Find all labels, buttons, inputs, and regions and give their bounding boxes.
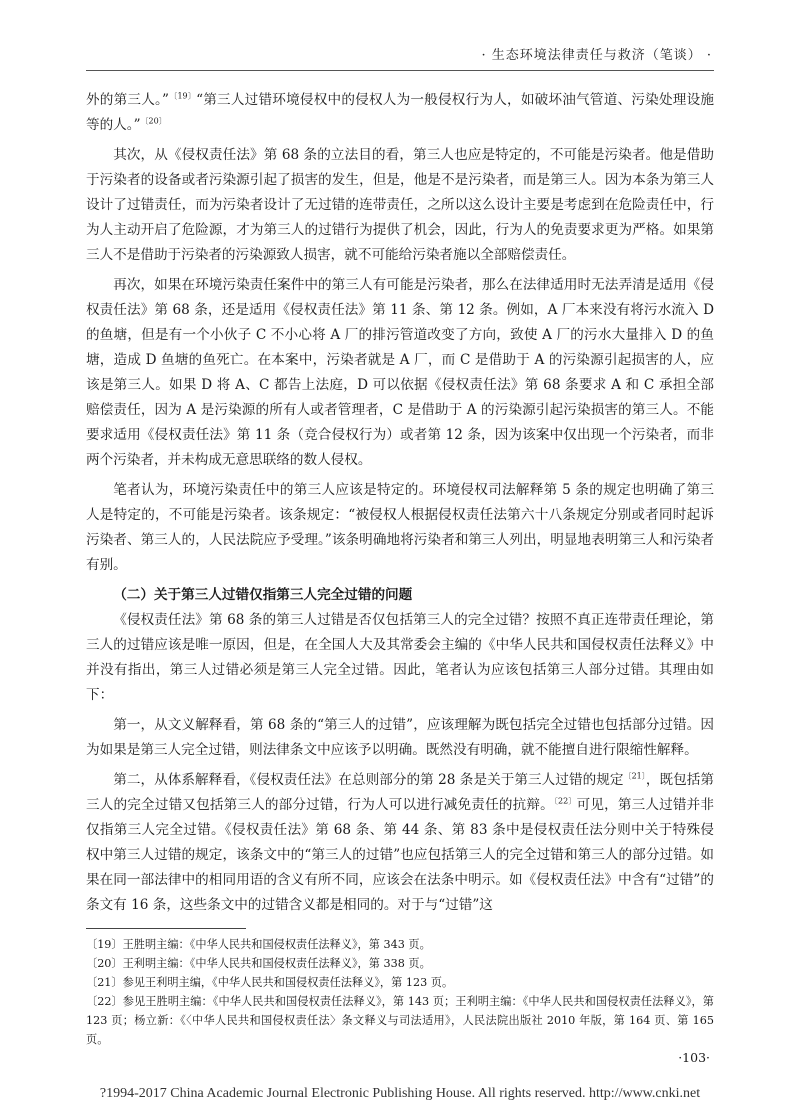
paragraph — [86, 143, 714, 268]
footnote: 〔22〕参见王胜明主编：《中华人民共和国侵权责任法释义》，第 143 页；王利明主编：《中华人民共和国侵权责任法释义》，第 123 页；杨立新：《〈中华人民共和国侵权责任法〉条文释义与司法适用》，人民法院出版社 2010 年版，第 164 页、第 165 页。 — [86, 995, 714, 1046]
footnote: 〔19〕王胜明主编：《中华人民共和国侵权责任法释义》，第 343 页。 — [86, 938, 431, 951]
footnote-list — [86, 935, 714, 1049]
running-header: · 生态环境法律责任与救济（笔谈） · — [481, 48, 712, 63]
section-heading — [86, 583, 714, 608]
footnote-reference: 〔22〕 — [553, 796, 577, 806]
header-rule — [86, 70, 714, 71]
paragraph — [86, 608, 714, 708]
paragraph — [86, 273, 714, 473]
copyright-line: ?1994-2017 China Academic Journal Electronic Publishing House. All rights reserved. http://www.cnki.net — [99, 1086, 701, 1101]
text-segment: 可见，第三人过错并非仅指第三人完全过错。《侵权责任法》第 68 条、第 44 条、第 83 条中是侵权责任法分则中关于特殊侵权中第三人过错的规定，该条文中的“第三人的过错”也应包括第三人的完全过错和第三人的部分过错。如果在同一部法律中的相同用语的含义有所不同，应该会在法条中明示。如《侵权责任法》中含有“过错”的条文有 16 条，这些条文中的过错含义都是相同的。对于与“过错”这 — [86, 797, 715, 913]
footnote-reference: 〔19〕 — [169, 91, 197, 101]
page-number: ·103· — [678, 1050, 710, 1065]
paragraph — [86, 713, 714, 763]
footnote-reference: 〔20〕 — [140, 116, 167, 126]
paragraph — [86, 768, 714, 918]
paragraph-list — [86, 88, 714, 918]
text-segment: ，既包括第三人的完全过错又包括第三人的部分过错，行为人可以进行减免责任的抗辩。 — [86, 772, 715, 813]
footnote: 〔20〕王利明主编：《中华人民共和国侵权责任法释义》，第 338 页。 — [86, 957, 431, 970]
text-segment: 《侵权责任法》第 68 条的第三人过错是否仅包括第三人的完全过错？按照不真正连带责任理论，第三人的过错应该是唯一原因，但是，在全国人大及其常委会主编的《中华人民共和国侵权责任法释义》中并没有指出，第三人过错必须是第三人完全过错。因此，笔者认为应该包括第三人部分过错。其理由如下： — [86, 612, 714, 703]
text-segment: （二）关于第三人过错仅指第三人完全过错的问题 — [113, 587, 413, 603]
article-body — [86, 88, 714, 1049]
footnote: 〔21〕参见王利明主编，《中华人民共和国侵权责任法释义》，第 123 页。 — [86, 976, 454, 989]
text-segment: 其次，从《侵权责任法》第 68 条的立法目的看，第三人也应是特定的，不可能是污染者。他是借助于污染者的设备或者污染源引起了损害的发生，但是，他是不是污染者，而是第三人。因为本条为第三人设计了过错责任，而为污染者设计了无过错的连带责任，之所以这么设计主要是考虑到在危险责任中，行为人主动开启了危险源，才为第三人的过错行为提供了机会，因此，行为人的免责要求更为严格。如果第三人不是借助于污染者的污染源致人损害，就不可能给污染者施以全部赔偿责任。 — [86, 147, 714, 263]
text-segment: 第一，从文义解释看，第 68 条的“第三人的过错”，应该理解为既包括完全过错也包括部分过错。因为如果是第三人完全过错，则法律条文中应该予以明确。既然没有明确，就不能擅自进行限缩性解释。 — [86, 717, 714, 758]
text-segment: 再次，如果在环境污染责任案件中的第三人有可能是污染者，那么在法律适用时无法弄清是适用《侵权责任法》第 68 条，还是适用《侵权责任法》第 11 条、第 12 条。例如，A 厂本来没有将污水流入 D 的鱼塘，但是有一个小伙子 C 不小心将 A 厂的排污管道改变了方向，致使 A 厂的污水大量排入 D 的鱼塘，造成 D 鱼塘的鱼死亡。在本案中，污染者就是 A 厂，而 C 是借助于 A 的污染源引起损害的人，应该是第三人。如果 D 将 A、C 都告上法庭，D 可以依据《侵权责任法》第 68 条要求 A 和 C 承担全部赔偿责任，因为 A 是污染源的所有人或者管理者，C 是借助于 A 的污染源引起污染损害的第三人。不能要求适用《侵权责任法》第 11 条（竞合侵权行为）或者第 12 条，因为该案中仅出现一个污染者，而非两个污染者，并未构成无意思联络的数人侵权。 — [86, 277, 714, 468]
text-segment: 外的第三人。” — [86, 92, 170, 108]
text-segment: 笔者认为，环境污染责任中的第三人应该是特定的。环境侵权司法解释第 5 条的规定也明确了第三人是特定的，不可能是污染者。该条规定：“被侵权人根据侵权责任法第六十八条规定分别或者同时起诉污染者、第三人的，人民法院应予受理。”该条明确地将污染者和第三人列出，明显地表明第三人和污染者有别。 — [86, 482, 714, 573]
continued-paragraph — [86, 88, 714, 138]
text-segment: “第三人过错环境侵权中的侵权人为一般侵权行为人，如破坏油气管道、污染处理设施等的人。” — [86, 92, 714, 133]
footnote-rule — [86, 928, 246, 929]
paragraph — [86, 478, 714, 578]
text-segment: 第二，从体系解释看，《侵权责任法》在总则部分的第 28 条是关于第三人过错的规定 — [113, 772, 624, 788]
footnote-reference: 〔21〕 — [623, 771, 646, 781]
